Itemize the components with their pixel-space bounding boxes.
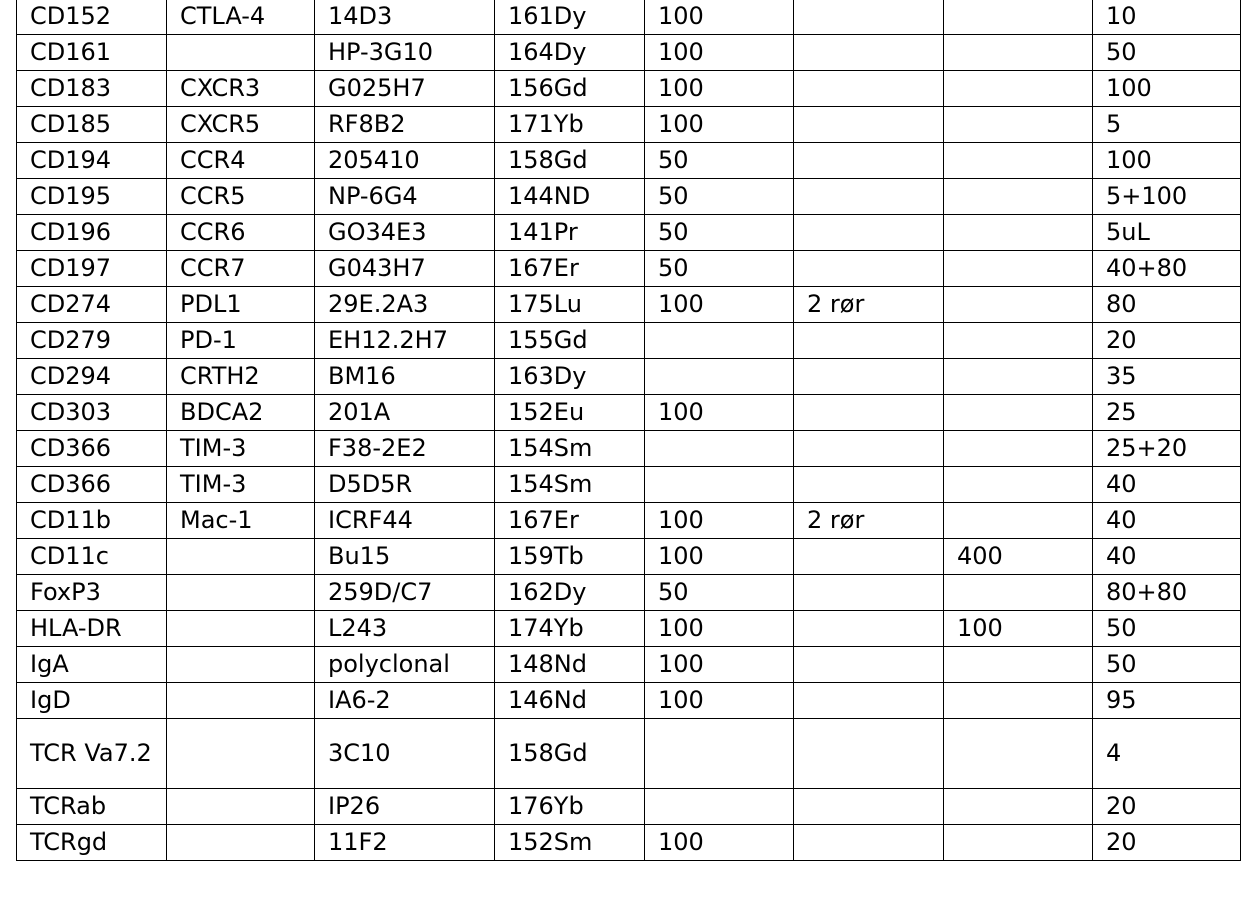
cell-marker: TCRgd: [17, 825, 167, 861]
cell-volume: 4: [1093, 719, 1241, 789]
cell-volume: 40: [1093, 503, 1241, 539]
cell-clone: HP-3G10: [315, 35, 495, 71]
cell-tubes: [794, 683, 944, 719]
cell-marker: FoxP3: [17, 575, 167, 611]
table-row: [17, 143, 1241, 179]
cell-metal: 144ND: [495, 179, 645, 215]
cell-dilution: [944, 287, 1093, 323]
cell-alias: [167, 35, 315, 71]
cell-volume: 20: [1093, 789, 1241, 825]
cell-alias: [167, 611, 315, 647]
table-row: [17, 825, 1241, 861]
cell-metal: 171Yb: [495, 107, 645, 143]
cell-amount: 100: [645, 107, 794, 143]
cell-alias: [167, 789, 315, 825]
cell-metal: 155Gd: [495, 323, 645, 359]
cell-marker: TCRab: [17, 789, 167, 825]
cell-dilution: [944, 251, 1093, 287]
cell-amount: [645, 719, 794, 789]
cell-metal: 148Nd: [495, 647, 645, 683]
cell-marker: CD196: [17, 215, 167, 251]
table-row: [17, 503, 1241, 539]
cell-tubes: [794, 251, 944, 287]
cell-amount: 100: [645, 287, 794, 323]
cell-alias: PDL1: [167, 287, 315, 323]
cell-metal: 154Sm: [495, 467, 645, 503]
cell-amount: 100: [645, 683, 794, 719]
cell-volume: 40: [1093, 539, 1241, 575]
cell-clone: 205410: [315, 143, 495, 179]
table-row: [17, 0, 1241, 35]
cell-volume: 10: [1093, 0, 1241, 35]
cell-tubes: [794, 431, 944, 467]
table-row: [17, 539, 1241, 575]
cell-volume: 100: [1093, 71, 1241, 107]
cell-metal: 162Dy: [495, 575, 645, 611]
cell-amount: 50: [645, 179, 794, 215]
cell-volume: 50: [1093, 647, 1241, 683]
cell-tubes: [794, 647, 944, 683]
cell-amount: 100: [645, 0, 794, 35]
cell-volume: 50: [1093, 35, 1241, 71]
cell-alias: TIM-3: [167, 467, 315, 503]
table-row: [17, 323, 1241, 359]
cell-amount: [645, 467, 794, 503]
cell-marker: CD274: [17, 287, 167, 323]
cell-clone: G025H7: [315, 71, 495, 107]
cell-tubes: [794, 359, 944, 395]
cell-clone: 3C10: [315, 719, 495, 789]
cell-metal: 158Gd: [495, 719, 645, 789]
cell-metal: 163Dy: [495, 359, 645, 395]
cell-clone: 259D/C7: [315, 575, 495, 611]
cell-dilution: [944, 719, 1093, 789]
cell-marker: CD11b: [17, 503, 167, 539]
table-row: [17, 359, 1241, 395]
cell-alias: CXCR3: [167, 71, 315, 107]
cell-clone: GO34E3: [315, 215, 495, 251]
cell-amount: 50: [645, 575, 794, 611]
cell-metal: 167Er: [495, 503, 645, 539]
cell-alias: CRTH2: [167, 359, 315, 395]
cell-volume: 20: [1093, 323, 1241, 359]
cell-amount: [645, 323, 794, 359]
cell-marker: CD303: [17, 395, 167, 431]
table-row: [17, 35, 1241, 71]
cell-dilution: [944, 395, 1093, 431]
cell-alias: CTLA-4: [167, 0, 315, 35]
cell-tubes: [794, 611, 944, 647]
cell-volume: 40+80: [1093, 251, 1241, 287]
cell-marker: CD279: [17, 323, 167, 359]
cell-tubes: [794, 35, 944, 71]
cell-clone: BM16: [315, 359, 495, 395]
cell-volume: 80+80: [1093, 575, 1241, 611]
cell-clone: D5D5R: [315, 467, 495, 503]
cell-clone: 14D3: [315, 0, 495, 35]
cell-tubes: 2 rør: [794, 287, 944, 323]
cell-dilution: [944, 215, 1093, 251]
cell-volume: 95: [1093, 683, 1241, 719]
cell-alias: [167, 539, 315, 575]
cell-dilution: [944, 431, 1093, 467]
cell-tubes: [794, 719, 944, 789]
cell-amount: 100: [645, 611, 794, 647]
cell-tubes: [794, 789, 944, 825]
table-row: [17, 647, 1241, 683]
cell-dilution: [944, 323, 1093, 359]
cell-alias: [167, 825, 315, 861]
cell-dilution: [944, 143, 1093, 179]
cell-clone: NP-6G4: [315, 179, 495, 215]
cell-marker: CD194: [17, 143, 167, 179]
cell-metal: 146Nd: [495, 683, 645, 719]
cell-alias: [167, 683, 315, 719]
cell-metal: 164Dy: [495, 35, 645, 71]
table-row: [17, 395, 1241, 431]
cell-tubes: [794, 395, 944, 431]
cell-marker: CD195: [17, 179, 167, 215]
cell-alias: CXCR5: [167, 107, 315, 143]
cell-volume: 35: [1093, 359, 1241, 395]
cell-alias: CCR5: [167, 179, 315, 215]
cell-amount: 100: [645, 825, 794, 861]
cell-amount: 50: [645, 215, 794, 251]
cell-tubes: [794, 323, 944, 359]
cell-metal: 175Lu: [495, 287, 645, 323]
cell-metal: 176Yb: [495, 789, 645, 825]
cell-metal: 156Gd: [495, 71, 645, 107]
cell-dilution: [944, 35, 1093, 71]
cell-clone: 201A: [315, 395, 495, 431]
cell-tubes: [794, 215, 944, 251]
cell-clone: 11F2: [315, 825, 495, 861]
table-row: [17, 431, 1241, 467]
cell-dilution: [944, 683, 1093, 719]
antibody-panel-table: [16, 0, 1241, 861]
table-body: [17, 0, 1241, 861]
cell-marker: CD197: [17, 251, 167, 287]
cell-metal: 141Pr: [495, 215, 645, 251]
cell-clone: IA6-2: [315, 683, 495, 719]
cell-marker: CD294: [17, 359, 167, 395]
cell-clone: ICRF44: [315, 503, 495, 539]
table-row: [17, 251, 1241, 287]
cell-tubes: [794, 179, 944, 215]
cell-marker: CD11c: [17, 539, 167, 575]
cell-dilution: [944, 359, 1093, 395]
cell-metal: 161Dy: [495, 0, 645, 35]
table-row: [17, 215, 1241, 251]
cell-amount: 50: [645, 143, 794, 179]
cell-tubes: [794, 0, 944, 35]
cell-dilution: [944, 0, 1093, 35]
cell-volume: 25: [1093, 395, 1241, 431]
cell-dilution: [944, 503, 1093, 539]
cell-metal: 154Sm: [495, 431, 645, 467]
cell-tubes: [794, 467, 944, 503]
cell-amount: 100: [645, 647, 794, 683]
cell-clone: Bu15: [315, 539, 495, 575]
cell-tubes: [794, 71, 944, 107]
cell-dilution: [944, 825, 1093, 861]
cell-dilution: [944, 71, 1093, 107]
table-row: [17, 719, 1241, 789]
table-row: [17, 789, 1241, 825]
cell-tubes: [794, 539, 944, 575]
cell-dilution: [944, 107, 1093, 143]
cell-volume: 80: [1093, 287, 1241, 323]
table-row: [17, 287, 1241, 323]
cell-marker: IgD: [17, 683, 167, 719]
cell-tubes: [794, 575, 944, 611]
table-row: [17, 575, 1241, 611]
cell-metal: 152Eu: [495, 395, 645, 431]
cell-alias: CCR6: [167, 215, 315, 251]
cell-marker: CD366: [17, 467, 167, 503]
table-row: [17, 179, 1241, 215]
cell-dilution: [944, 467, 1093, 503]
cell-tubes: [794, 107, 944, 143]
cell-marker: TCR Va7.2: [17, 719, 167, 789]
cell-clone: EH12.2H7: [315, 323, 495, 359]
cell-amount: 50: [645, 251, 794, 287]
cell-alias: CCR4: [167, 143, 315, 179]
table-row: [17, 71, 1241, 107]
cell-amount: [645, 789, 794, 825]
cell-metal: 167Er: [495, 251, 645, 287]
cell-volume: 5: [1093, 107, 1241, 143]
cell-amount: 100: [645, 71, 794, 107]
table-row: [17, 467, 1241, 503]
cell-amount: [645, 431, 794, 467]
cell-marker: IgA: [17, 647, 167, 683]
cell-amount: 100: [645, 539, 794, 575]
cell-marker: CD366: [17, 431, 167, 467]
cell-amount: 100: [645, 503, 794, 539]
cell-metal: 159Tb: [495, 539, 645, 575]
cell-clone: F38-2E2: [315, 431, 495, 467]
cell-marker: CD161: [17, 35, 167, 71]
cell-clone: polyclonal: [315, 647, 495, 683]
cell-alias: BDCA2: [167, 395, 315, 431]
cell-amount: [645, 359, 794, 395]
cell-volume: 5uL: [1093, 215, 1241, 251]
cell-metal: 152Sm: [495, 825, 645, 861]
cell-tubes: [794, 825, 944, 861]
cell-clone: G043H7: [315, 251, 495, 287]
cell-metal: 158Gd: [495, 143, 645, 179]
antibody-panel-table-container: [16, 0, 1241, 861]
cell-volume: 100: [1093, 143, 1241, 179]
cell-clone: 29E.2A3: [315, 287, 495, 323]
cell-volume: 5+100: [1093, 179, 1241, 215]
cell-marker: CD152: [17, 0, 167, 35]
cell-alias: Mac-1: [167, 503, 315, 539]
cell-dilution: 400: [944, 539, 1093, 575]
cell-tubes: [794, 143, 944, 179]
cell-dilution: [944, 789, 1093, 825]
cell-marker: CD185: [17, 107, 167, 143]
cell-volume: 50: [1093, 611, 1241, 647]
table-row: [17, 683, 1241, 719]
cell-amount: 100: [645, 395, 794, 431]
cell-tubes: 2 rør: [794, 503, 944, 539]
cell-clone: IP26: [315, 789, 495, 825]
table-row: [17, 107, 1241, 143]
cell-dilution: [944, 179, 1093, 215]
cell-alias: [167, 575, 315, 611]
cell-alias: CCR7: [167, 251, 315, 287]
cell-dilution: [944, 647, 1093, 683]
cell-volume: 25+20: [1093, 431, 1241, 467]
cell-alias: [167, 719, 315, 789]
cell-alias: PD-1: [167, 323, 315, 359]
cell-metal: 174Yb: [495, 611, 645, 647]
cell-marker: CD183: [17, 71, 167, 107]
cell-alias: TIM-3: [167, 431, 315, 467]
cell-clone: L243: [315, 611, 495, 647]
cell-dilution: [944, 575, 1093, 611]
cell-volume: 40: [1093, 467, 1241, 503]
table-row: [17, 611, 1241, 647]
cell-alias: [167, 647, 315, 683]
cell-clone: RF8B2: [315, 107, 495, 143]
cell-volume: 20: [1093, 825, 1241, 861]
cell-marker: HLA-DR: [17, 611, 167, 647]
cell-dilution: 100: [944, 611, 1093, 647]
cell-amount: 100: [645, 35, 794, 71]
